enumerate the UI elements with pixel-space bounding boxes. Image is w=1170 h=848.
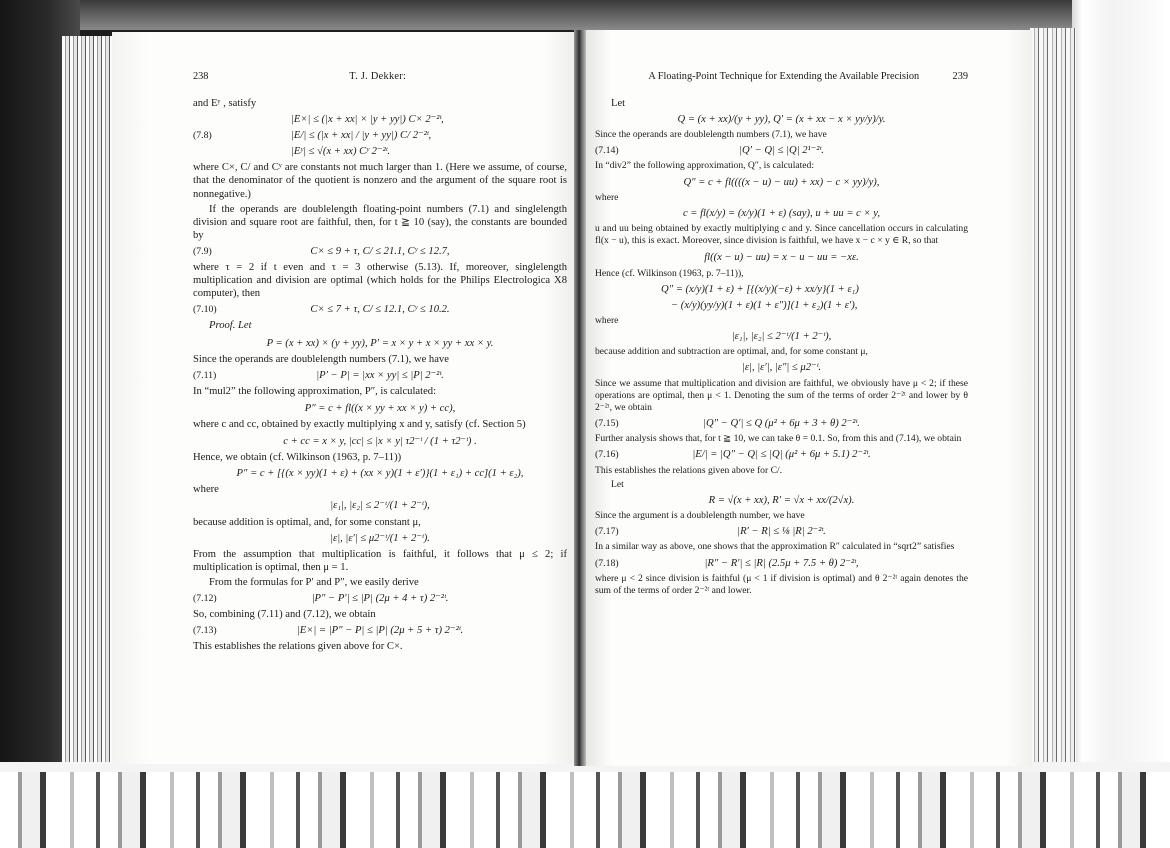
equation-7-8: (7.8) |E/| ≤ (|x + xx| / |y + yy|) C/ 2⁻²ᵗ, <box>193 130 432 142</box>
scan-background-right <box>1072 0 1170 848</box>
equation-7-18: (7.18) |R″ − R′| ≤ |R| (2.5μ + 7.5 + θ) 2⁻²ᵗ, <box>595 557 859 569</box>
paragraph: So, combining (7.11) and (7.12), we obtain <box>193 609 376 621</box>
equation: fl((x − u) − uu) = x − u − uu = −xε. <box>704 252 859 264</box>
paragraph: Since we assume that multiplication and division are faithful, we obviously have μ < 2; if these operations are optimal, then μ < 1. Denoting the sum of the terms of order 2⁻²ᵗ and lower by θ 2⁻²ᵗ, we obtain <box>595 377 968 413</box>
paragraph: where μ < 2 since division is faithful (μ < 1 if division is optimal) and θ 2⁻²ᵗ again denotes the sum of the terms of order 2⁻²ᵗ and lower. <box>595 572 968 596</box>
paragraph: where τ = 2 if t even and τ = 3 otherwise (5.13). If, moreover, singlelength multiplication and division are optimal (which holds for the Philips Electrologica X8 computer), then <box>193 262 567 300</box>
left-page-text <box>193 70 567 655</box>
equation: Q″ = (x/y)(1 + ε) + [{(x/y)(−ε) + xx/y}(1 + ε₁) <box>661 283 859 295</box>
equation-7-9: (7.9) C× ≤ 9 + τ, C/ ≤ 21.1, Cʸ ≤ 12.7, <box>193 245 450 257</box>
equation-7-12: (7.12) |P″ − P′| ≤ |P| (2μ + 4 + τ) 2⁻²ᵗ. <box>193 593 449 604</box>
paragraph: This establishes the relations given above for C×. <box>193 641 403 653</box>
paragraph: where <box>595 314 619 326</box>
book-top-edge <box>0 0 1170 30</box>
equation-7-17: (7.17) |R′ − R| ≤ ⅛ |R| 2⁻²ᵗ. <box>595 526 826 538</box>
paragraph: where <box>193 484 219 496</box>
equation: Q″ = c + fl((((x − u) − uu) + xx) − c × yy)/y), <box>683 176 880 188</box>
proof-label: Proof. Let <box>209 320 252 332</box>
equation: |Eʸ| ≤ √(x + xx) Cʸ 2⁻²ᵗ. <box>291 146 391 158</box>
equation: |ε|, |ε′| ≤ μ2⁻ᵗ/(1 + 2⁻ᵗ). <box>330 532 430 544</box>
equation: |ε₁|, |ε₂| ≤ 2⁻ᵗ/(1 + 2⁻ᵗ), <box>731 331 832 343</box>
paragraph: Hence (cf. Wilkinson (1963, p. 7–11)), <box>595 267 744 279</box>
page-stack-left <box>62 36 117 764</box>
paragraph: Since the operands are doublelength numbers (7.1), we have <box>595 129 827 141</box>
equation: c = fl(x/y) = (x/y)(1 + ε) (say), u + uu = c × y, <box>682 207 881 219</box>
equation: P″ = c + fl((x × yy + xx × y) + cc), <box>304 402 456 414</box>
book-bottom-edge <box>0 762 1170 848</box>
equation: P″ = c + [{(x × yy)(1 + ε) + (xx × y)(1 + ε′)}(1 + ε₁) + cc](1 + ε₂), <box>236 468 524 480</box>
paragraph: and Eʸ , satisfy <box>193 98 257 109</box>
paragraph: In a similar way as above, one shows that the approximation R″ calculated in “sqrt2” satisfies <box>595 541 955 553</box>
paragraph: From the formulas for P′ and P″, we easily derive <box>209 576 419 588</box>
page-number: 239 <box>952 71 968 82</box>
paragraph: because addition and subtraction are optimal, and, for some constant μ, <box>595 346 868 358</box>
paragraph: Since the operands are doublelength numbers (7.1), we have <box>193 353 449 365</box>
paragraph: From the assumption that multiplication is faithful, it follows that μ ≤ 2; if multiplication is optimal, then μ = 1. <box>193 548 567 573</box>
paragraph: where c and cc, obtained by exactly multiplying x and y, satisfy (cf. Section 5) <box>193 418 526 430</box>
equation: |E×| ≤ (|x + xx| × |y + yy|) C× 2⁻²ᵗ, <box>291 114 444 126</box>
page-number: 238 <box>193 71 209 82</box>
equation-7-11: (7.11) |P′ − P| = |xx × yy| ≤ |P| 2⁻²ᵗ. <box>193 369 444 381</box>
paragraph: If the operands are doublelength floating-point numbers (7.1) and singlelength division and square root are faithful, then, for t ≧ 10 (say), the constants are bounded by <box>193 203 567 241</box>
equation: |ε|, |ε′|, |ε″| ≤ μ2⁻ᵗ. <box>741 362 822 374</box>
paragraph: Let <box>611 478 624 490</box>
paragraph: where C×, C/ and Cʸ are constants not much larger than 1. (Here we assume, of course, that the denominator of the quotient is nonzero and the argument of the square root is nonnegative.) <box>193 162 567 200</box>
equation: P = (x + xx) × (y + yy), P′ = x × y + x × yy + xx × y. <box>266 337 494 349</box>
running-head: A Floating-Point Technique for Extending the Available Precision <box>648 71 920 82</box>
paragraph: In “mul2” the following approximation, P″, is calculated: <box>193 385 437 397</box>
paragraph: Hence, we obtain (cf. Wilkinson (1963, p. 7–11)) <box>193 452 402 464</box>
equation-7-13: (7.13) |E×| = |P″ − P| ≤ |P| (2μ + 5 + τ) 2⁻²ᵗ. <box>193 625 464 637</box>
paragraph: Further analysis shows that, for t ≧ 10, we can take θ = 0.1. So, from this and (7.14), we obtain <box>595 433 962 445</box>
paragraph: Let <box>611 98 626 109</box>
page-stack-right <box>1030 28 1076 768</box>
paragraph: Since the argument is a doublelength number, we have <box>595 510 805 522</box>
equation: R = √(x + xx), R′ = √x + xx/(2√x). <box>708 494 855 506</box>
equation: − (x/y)(yy/y)(1 + ε)(1 + ε″)](1 + ε₂)(1 + ε′), <box>671 299 858 311</box>
running-head: T. J. Dekker: <box>349 71 407 82</box>
equation: c + cc = x × y, |cc| ≤ |x × y| τ2⁻ᵗ / (1 + τ2⁻ᵗ) . <box>283 436 477 448</box>
paragraph: u and uu being obtained by exactly multiplying c and y. Since cancellation occurs in calculating fl(x − u), this is exact. Moreover, since division is faithful, we have x − c × y ∈ R, so that <box>595 223 968 247</box>
paragraph: This establishes the relations given above for C/. <box>595 464 783 476</box>
right-running-header <box>595 70 968 84</box>
paragraph: because addition is optimal, and, for some constant μ, <box>193 516 421 528</box>
left-running-header <box>193 70 567 84</box>
paragraph: where <box>595 191 619 203</box>
equation-7-10: (7.10) C× ≤ 7 + τ, C/ ≤ 12.1, Cʸ ≤ 10.2. <box>193 304 450 316</box>
equation-7-16: (7.16) |E/| = |Q″ − Q| ≤ |Q| (μ² + 6μ + 5.1) 2⁻²ᵗ. <box>595 449 871 461</box>
right-page-text <box>595 70 968 599</box>
equation-7-14: (7.14) |Q′ − Q| ≤ |Q| 2¹⁻²ᵗ. <box>595 145 824 157</box>
equation: |ε₁|, |ε₂| ≤ 2⁻ᵗ/(1 + 2⁻ᵗ), <box>330 500 430 512</box>
paragraph: In “div2” the following approximation, Q″, is calculated: <box>595 160 814 172</box>
equation: Q = (x + xx)/(y + yy), Q′ = (x + xx − x × yy/y)/y. <box>677 114 886 126</box>
equation-7-15: (7.15) |Q″ − Q′| ≤ Q (μ² + 6μ + 3 + θ) 2⁻²ᵗ. <box>595 418 860 430</box>
book-gutter <box>574 30 586 766</box>
